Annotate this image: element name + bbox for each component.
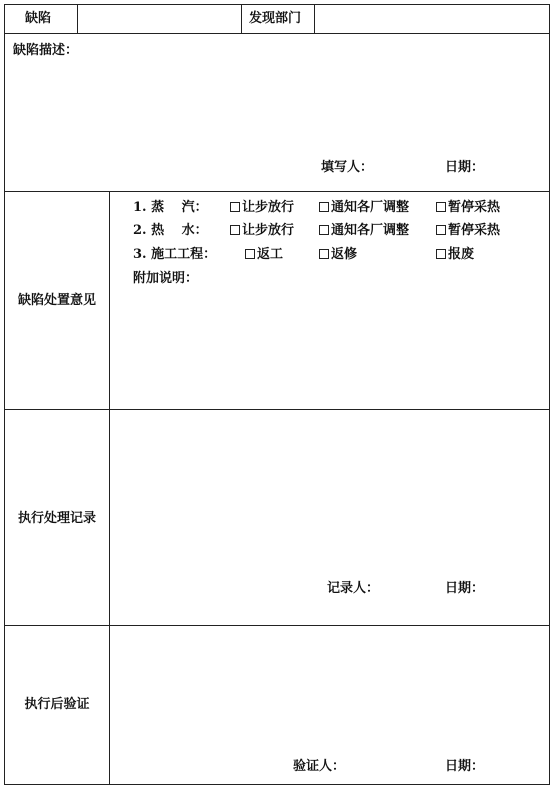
divider-execution bbox=[5, 625, 549, 626]
option-steam-release[interactable]: 让步放行 bbox=[230, 200, 294, 216]
divider-header-col1 bbox=[77, 5, 78, 33]
checkbox-icon[interactable] bbox=[319, 225, 329, 235]
option-water-notify[interactable]: 通知各厂调整 bbox=[319, 223, 409, 239]
dept-field[interactable] bbox=[316, 5, 548, 33]
divider-header-col2 bbox=[241, 5, 242, 33]
filler-label: 填写人： bbox=[321, 160, 374, 175]
execution-label: 执行处理记录 bbox=[17, 511, 96, 526]
verifier-label: 验证人： bbox=[293, 759, 346, 774]
dept-label: 发现部门 bbox=[249, 11, 302, 26]
verification-date-label: 日期： bbox=[445, 759, 485, 774]
checkbox-icon[interactable] bbox=[319, 202, 329, 212]
note-label: 附加说明： bbox=[133, 271, 199, 286]
note-field[interactable] bbox=[111, 289, 548, 407]
option-scrap[interactable]: 报废 bbox=[436, 247, 474, 263]
checkbox-icon[interactable] bbox=[436, 225, 446, 235]
divider-disposal bbox=[5, 409, 549, 410]
verification-label: 执行后验证 bbox=[24, 697, 90, 712]
option-water-release[interactable]: 让步放行 bbox=[230, 223, 294, 239]
disposal-row-construction: 3. 施工工程： bbox=[133, 247, 217, 262]
execution-date-label: 日期： bbox=[445, 581, 485, 596]
divider-header bbox=[5, 33, 549, 34]
disposal-row-steam: 1. 蒸 汽： bbox=[133, 200, 208, 215]
description-field[interactable] bbox=[5, 35, 548, 159]
checkbox-icon[interactable] bbox=[436, 202, 446, 212]
checkbox-icon[interactable] bbox=[230, 202, 240, 212]
option-rework[interactable]: 返工 bbox=[245, 247, 283, 263]
execution-field[interactable] bbox=[111, 411, 548, 571]
defect-label: 缺陷 bbox=[25, 11, 52, 26]
divider-header-col3 bbox=[314, 5, 315, 33]
checkbox-icon[interactable] bbox=[230, 225, 240, 235]
disposal-label: 缺陷处置意见 bbox=[17, 293, 96, 308]
option-steam-notify[interactable]: 通知各厂调整 bbox=[319, 200, 409, 216]
defect-form bbox=[4, 4, 550, 785]
option-steam-suspend[interactable]: 暂停采热 bbox=[436, 200, 500, 216]
disposal-row-hot-water: 2. 热 水： bbox=[133, 223, 208, 238]
checkbox-icon[interactable] bbox=[436, 249, 446, 259]
description-label: 缺陷描述： bbox=[13, 43, 79, 58]
option-repair[interactable]: 返修 bbox=[319, 247, 357, 263]
recorder-label: 记录人： bbox=[327, 581, 380, 596]
checkbox-icon[interactable] bbox=[319, 249, 329, 259]
option-water-suspend[interactable]: 暂停采热 bbox=[436, 223, 500, 239]
divider-label-column bbox=[109, 191, 110, 784]
defect-field[interactable] bbox=[79, 5, 239, 33]
checkbox-icon[interactable] bbox=[245, 249, 255, 259]
description-date-label: 日期： bbox=[445, 160, 485, 175]
verification-field[interactable] bbox=[111, 627, 548, 751]
divider-description bbox=[5, 191, 549, 192]
